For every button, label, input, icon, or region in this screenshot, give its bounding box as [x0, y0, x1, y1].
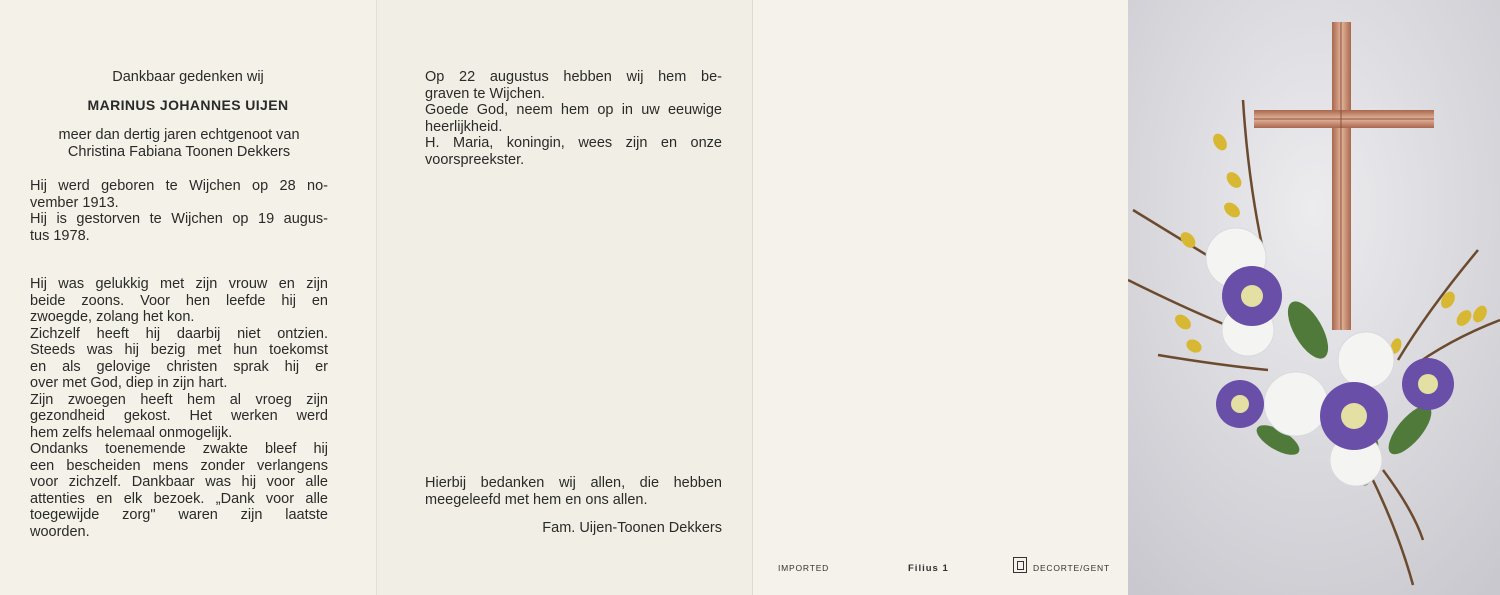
- bio-line: over met God, diep in zijn hart.: [30, 375, 228, 391]
- spouse-paragraph: [30, 127, 328, 160]
- intro-text: Dankbaar gedenken wij: [112, 69, 264, 85]
- biography-paragraph: [30, 276, 328, 540]
- publisher-label: DECORTE/GENT: [1033, 563, 1110, 573]
- thanks-line: Hierbij bedanken wij allen, die hebben: [425, 475, 722, 491]
- bio-line: en als gelovige christen sprak hij er: [30, 358, 328, 375]
- bio-line: hem zelfs helemaal onmogelijk.: [30, 424, 233, 441]
- bio-line: beide zoons. Voor hen leefde hij en: [30, 292, 328, 309]
- panel-left: [0, 0, 376, 595]
- panel-middle: [376, 0, 752, 595]
- deceased-name: MARINUS JOHANNES UIJEN: [87, 97, 289, 113]
- bio-line: Zichzelf heeft hij daarbij niet ontzien.: [30, 325, 328, 342]
- burial-line: voorspreekster.: [425, 151, 525, 168]
- bio-line: Steeds was hij bezig met hun toekomst: [30, 342, 328, 358]
- dates-line: Hij is gestorven te Wijchen op 19 augus-: [30, 211, 328, 227]
- dates-line: vember 1913.: [30, 194, 119, 211]
- burial-line: Op 22 augustus hebben wij hem be-: [425, 69, 722, 85]
- bio-line: zwoegde, zolang het kon.: [30, 309, 195, 325]
- panel-back: [752, 0, 1128, 595]
- dates-line: Hij werd geboren te Wijchen op 28 no-: [30, 178, 328, 194]
- bio-line: voor zichzelf. Dankbaar was hij voor alle: [30, 474, 328, 490]
- burial-line: graven te Wijchen.: [425, 85, 546, 102]
- cross-with-flowers-image: [1128, 0, 1500, 595]
- bio-line: Hij was gelukkig met zijn vrouw en zijn: [30, 276, 328, 292]
- burial-line: Goede God, neem hem op in uw eeuwige: [425, 102, 722, 118]
- burial-paragraph: [425, 69, 722, 168]
- spouse-line: meer dan dertig jaren echtgenoot van: [58, 127, 300, 143]
- cross-flowers-svg: [1128, 0, 1500, 595]
- bio-line: Zijn zwoegen heeft hem al vroeg zijn: [30, 391, 328, 408]
- bio-line: een bescheiden mens zonder verlangens: [30, 457, 328, 474]
- bio-line: gezondheid gekost. Het werken werd: [30, 408, 328, 424]
- family-signature: Fam. Uijen-Toonen Dekkers: [542, 520, 722, 536]
- thanks-line: meegeleefd met hem en ons allen.: [425, 491, 648, 508]
- thanks-paragraph: [425, 475, 722, 508]
- decorte-logo-icon: [1013, 557, 1027, 573]
- burial-line: heerlijkheid.: [425, 118, 503, 135]
- spouse-line: Christina Fabiana Toonen Dekkers: [67, 143, 291, 160]
- bio-line: attenties en elk bezoek. „Dank voor alle: [30, 490, 328, 507]
- imported-label: IMPORTED: [778, 563, 830, 573]
- bio-line: toegewijde zorg" waren zijn laatste: [30, 507, 328, 523]
- dates-paragraph: [30, 178, 328, 244]
- bio-line: woorden.: [30, 523, 90, 540]
- model-label: Filius 1: [908, 563, 949, 574]
- bio-line: Ondanks toenemende zwakte bleef hij: [30, 441, 328, 457]
- dates-line: tus 1978.: [30, 227, 90, 244]
- burial-line: H. Maria, koningin, wees zijn en onze: [425, 135, 722, 151]
